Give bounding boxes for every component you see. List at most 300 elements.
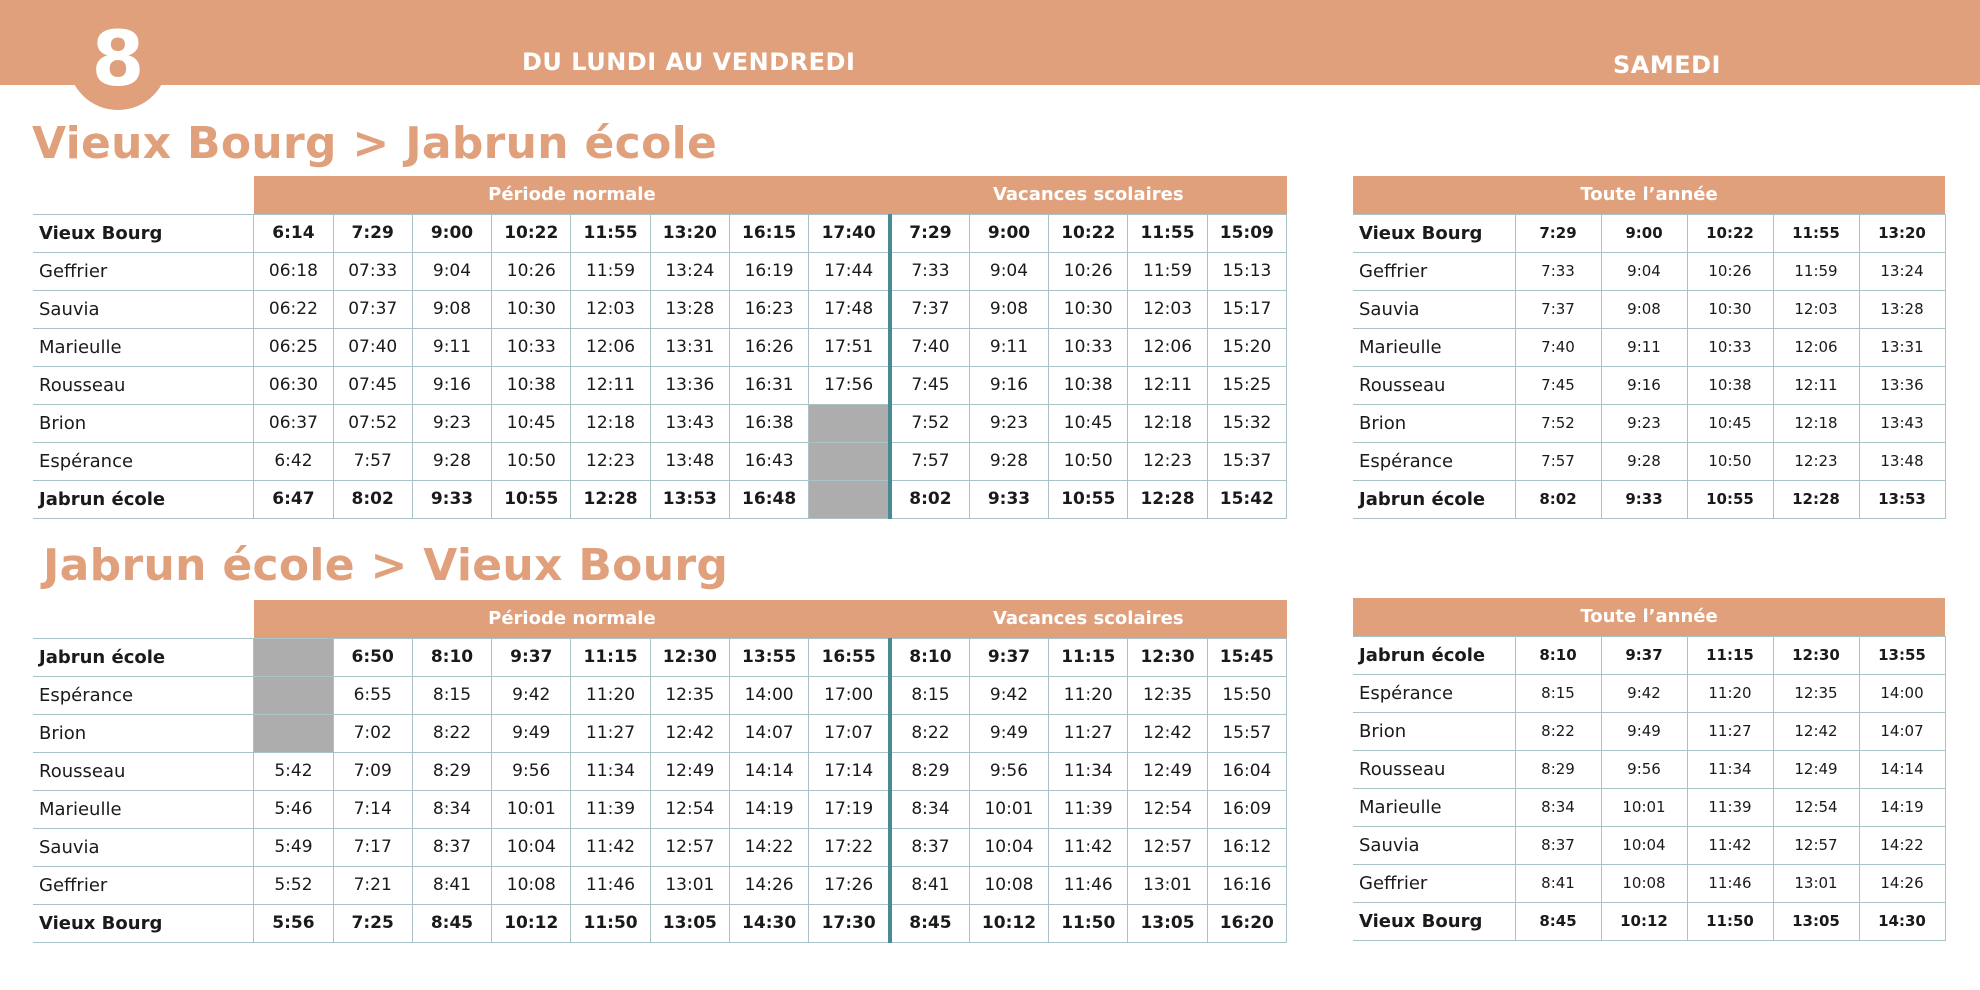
departure-time: 7:02 xyxy=(333,714,412,752)
departure-time: 15:37 xyxy=(1207,442,1286,480)
departure-time: 7:09 xyxy=(333,752,412,790)
departure-time: 9:16 xyxy=(412,366,491,404)
departure-time: 11:15 xyxy=(1687,636,1773,674)
weekday-heading: DU LUNDI AU VENDREDI xyxy=(522,48,856,76)
departure-time: 11:59 xyxy=(571,252,650,290)
stop-name: Rousseau xyxy=(33,752,254,790)
departure-time: 17:51 xyxy=(809,328,890,366)
table-row xyxy=(33,328,1287,366)
departure-time: 13:43 xyxy=(650,404,729,442)
departure-time: 11:39 xyxy=(571,790,650,828)
departure-time: 06:22 xyxy=(254,290,333,328)
departure-time: 10:33 xyxy=(1687,328,1773,366)
stop-name: Marieulle xyxy=(33,790,254,828)
stop-name: Brion xyxy=(33,714,254,752)
departure-time: 16:55 xyxy=(809,638,890,676)
stop-name: Vieux Bourg xyxy=(1353,214,1515,252)
departure-time: 07:45 xyxy=(333,366,412,404)
departure-time: 13:01 xyxy=(650,866,729,904)
band-all-year: Toute l’année xyxy=(1353,598,1945,636)
departure-time: 9:08 xyxy=(1601,290,1687,328)
departure-time: 12:03 xyxy=(1773,290,1859,328)
departure-time: 5:46 xyxy=(254,790,333,828)
departure-time: 11:50 xyxy=(1687,902,1773,940)
departure-time: 10:12 xyxy=(492,904,571,942)
departure-time: 9:33 xyxy=(969,480,1048,518)
departure-time: 8:29 xyxy=(890,752,969,790)
departure-time: 06:30 xyxy=(254,366,333,404)
departure-time: 12:03 xyxy=(1128,290,1207,328)
departure-time: 10:50 xyxy=(492,442,571,480)
departure-time: 17:30 xyxy=(809,904,890,942)
departure-time: 12:54 xyxy=(1128,790,1207,828)
departure-time: 12:28 xyxy=(1773,480,1859,518)
departure-time: 06:25 xyxy=(254,328,333,366)
departure-time: 9:42 xyxy=(969,676,1048,714)
departure-time: 8:10 xyxy=(412,638,491,676)
departure-time: 16:26 xyxy=(729,328,808,366)
departure-time: 12:35 xyxy=(1773,674,1859,712)
departure-time: 8:45 xyxy=(412,904,491,942)
departure-time: 8:34 xyxy=(890,790,969,828)
departure-time: 9:49 xyxy=(969,714,1048,752)
departure-time: 13:05 xyxy=(1128,904,1207,942)
departure-time: 8:41 xyxy=(412,866,491,904)
departure-time: 6:50 xyxy=(333,638,412,676)
band-spacer xyxy=(33,600,254,638)
table-row xyxy=(1353,636,1945,674)
departure-time: 11:55 xyxy=(1773,214,1859,252)
departure-time: 16:38 xyxy=(729,404,808,442)
departure-time: 07:37 xyxy=(333,290,412,328)
departure-time: 10:04 xyxy=(1601,826,1687,864)
departure-time: 14:14 xyxy=(1859,750,1945,788)
departure-time: 16:31 xyxy=(729,366,808,404)
departure-time: 15:57 xyxy=(1207,714,1286,752)
departure-time: 9:56 xyxy=(969,752,1048,790)
stop-name: Jabrun école xyxy=(33,638,254,676)
departure-time: 10:01 xyxy=(1601,788,1687,826)
departure-time: 9:56 xyxy=(492,752,571,790)
departure-time: 7:29 xyxy=(1515,214,1601,252)
departure-time: 12:49 xyxy=(1128,752,1207,790)
departure-time: 9:23 xyxy=(412,404,491,442)
table-row xyxy=(33,904,1287,942)
departure-time: 13:24 xyxy=(650,252,729,290)
departure-time: 17:44 xyxy=(809,252,890,290)
departure-time: 10:22 xyxy=(492,214,571,252)
departure-time: 15:09 xyxy=(1207,214,1286,252)
departure-time: 06:18 xyxy=(254,252,333,290)
stop-name: Vieux Bourg xyxy=(33,904,254,942)
departure-time: 10:01 xyxy=(492,790,571,828)
departure-time: 12:30 xyxy=(1773,636,1859,674)
departure-time: 10:01 xyxy=(969,790,1048,828)
table-row xyxy=(33,790,1287,828)
departure-time: 9:11 xyxy=(1601,328,1687,366)
departure-time: 10:26 xyxy=(1049,252,1128,290)
departure-time: 12:54 xyxy=(1773,788,1859,826)
departure-time: 13:55 xyxy=(1859,636,1945,674)
departure-time: 12:11 xyxy=(1128,366,1207,404)
stop-name: Geffrier xyxy=(1353,864,1515,902)
table-row xyxy=(33,290,1287,328)
departure-time: 17:56 xyxy=(809,366,890,404)
departure-time: 13:20 xyxy=(650,214,729,252)
departure-time: 11:39 xyxy=(1687,788,1773,826)
table-row xyxy=(1353,674,1945,712)
departure-time: 12:03 xyxy=(571,290,650,328)
stop-name: Jabrun école xyxy=(1353,480,1515,518)
departure-time: 17:26 xyxy=(809,866,890,904)
table-row xyxy=(1353,252,1945,290)
departure-time: 11:20 xyxy=(1049,676,1128,714)
departure-time: 12:49 xyxy=(650,752,729,790)
departure-time: 13:31 xyxy=(650,328,729,366)
departure-time: 13:05 xyxy=(1773,902,1859,940)
band-normal-period: Période normale xyxy=(254,176,890,214)
table-row xyxy=(1353,826,1945,864)
stop-name: Sauvia xyxy=(1353,290,1515,328)
departure-time: 12:57 xyxy=(650,828,729,866)
departure-time: 13:20 xyxy=(1859,214,1945,252)
departure-time: 10:30 xyxy=(492,290,571,328)
departure-time: 14:26 xyxy=(1859,864,1945,902)
route-title-outbound: Vieux Bourg > Jabrun école xyxy=(32,118,718,169)
departure-time: 13:43 xyxy=(1859,404,1945,442)
table-row xyxy=(1353,404,1945,442)
departure-time: 14:19 xyxy=(1859,788,1945,826)
stop-name: Brion xyxy=(33,404,254,442)
weekday-timetable-inbound xyxy=(33,600,1287,943)
no-service-cell xyxy=(254,714,333,752)
departure-time: 10:33 xyxy=(1049,328,1128,366)
saturday-timetable-inbound xyxy=(1353,598,1946,941)
departure-time: 13:01 xyxy=(1128,866,1207,904)
departure-time: 14:30 xyxy=(729,904,808,942)
table-row xyxy=(1353,290,1945,328)
departure-time: 8:37 xyxy=(1515,826,1601,864)
departure-time: 13:53 xyxy=(650,480,729,518)
table-row xyxy=(33,480,1287,518)
no-service-cell xyxy=(254,638,333,676)
departure-time: 12:18 xyxy=(571,404,650,442)
departure-time: 13:01 xyxy=(1773,864,1859,902)
departure-time: 10:45 xyxy=(492,404,571,442)
departure-time: 14:26 xyxy=(729,866,808,904)
table-row xyxy=(1353,214,1945,252)
departure-time: 17:48 xyxy=(809,290,890,328)
departure-time: 9:49 xyxy=(1601,712,1687,750)
departure-time: 11:34 xyxy=(1049,752,1128,790)
departure-time: 12:42 xyxy=(650,714,729,752)
departure-time: 8:41 xyxy=(1515,864,1601,902)
departure-time: 7:57 xyxy=(890,442,969,480)
saturday-heading: SAMEDI xyxy=(1613,51,1721,79)
departure-time: 6:55 xyxy=(333,676,412,714)
departure-time: 10:38 xyxy=(1687,366,1773,404)
departure-time: 7:33 xyxy=(1515,252,1601,290)
stop-name: Geffrier xyxy=(1353,252,1515,290)
band-school-holidays: Vacances scolaires xyxy=(890,600,1286,638)
departure-time: 7:14 xyxy=(333,790,412,828)
departure-time: 17:14 xyxy=(809,752,890,790)
departure-time: 7:21 xyxy=(333,866,412,904)
departure-time: 12:18 xyxy=(1128,404,1207,442)
departure-time: 9:08 xyxy=(412,290,491,328)
departure-time: 10:30 xyxy=(1049,290,1128,328)
stop-name: Marieulle xyxy=(33,328,254,366)
departure-time: 16:16 xyxy=(1207,866,1286,904)
departure-time: 15:32 xyxy=(1207,404,1286,442)
departure-time: 7:33 xyxy=(890,252,969,290)
departure-time: 12:23 xyxy=(571,442,650,480)
departure-time: 10:04 xyxy=(969,828,1048,866)
departure-time: 9:16 xyxy=(1601,366,1687,404)
table-row xyxy=(33,638,1287,676)
departure-time: 11:27 xyxy=(571,714,650,752)
departure-time: 14:22 xyxy=(1859,826,1945,864)
table-row xyxy=(1353,328,1945,366)
departure-time: 5:49 xyxy=(254,828,333,866)
departure-time: 9:37 xyxy=(969,638,1048,676)
departure-time: 07:40 xyxy=(333,328,412,366)
departure-time: 8:22 xyxy=(890,714,969,752)
departure-time: 12:11 xyxy=(1773,366,1859,404)
table-row xyxy=(1353,366,1945,404)
departure-time: 13:36 xyxy=(1859,366,1945,404)
departure-time: 10:08 xyxy=(492,866,571,904)
stop-name: Jabrun école xyxy=(33,480,254,518)
stop-name: Espérance xyxy=(1353,674,1515,712)
departure-time: 8:22 xyxy=(412,714,491,752)
band-spacer xyxy=(33,176,254,214)
departure-time: 8:29 xyxy=(1515,750,1601,788)
departure-time: 14:30 xyxy=(1859,902,1945,940)
departure-time: 12:18 xyxy=(1773,404,1859,442)
table-row xyxy=(1353,864,1945,902)
departure-time: 12:06 xyxy=(571,328,650,366)
departure-time: 11:15 xyxy=(1049,638,1128,676)
departure-time: 8:02 xyxy=(333,480,412,518)
departure-time: 9:23 xyxy=(1601,404,1687,442)
departure-time: 16:19 xyxy=(729,252,808,290)
stop-name: Espérance xyxy=(33,442,254,480)
departure-time: 10:55 xyxy=(1049,480,1128,518)
departure-time: 7:45 xyxy=(890,366,969,404)
departure-time: 11:46 xyxy=(1687,864,1773,902)
departure-time: 8:10 xyxy=(890,638,969,676)
stop-name: Geffrier xyxy=(33,866,254,904)
departure-time: 12:28 xyxy=(571,480,650,518)
departure-time: 8:37 xyxy=(890,828,969,866)
departure-time: 9:23 xyxy=(969,404,1048,442)
line-number-badge: 8 xyxy=(68,0,168,110)
departure-time: 9:33 xyxy=(412,480,491,518)
departure-time: 15:45 xyxy=(1207,638,1286,676)
stop-name: Rousseau xyxy=(1353,366,1515,404)
departure-time: 7:57 xyxy=(1515,442,1601,480)
departure-time: 10:08 xyxy=(969,866,1048,904)
departure-time: 7:29 xyxy=(333,214,412,252)
departure-time: 14:22 xyxy=(729,828,808,866)
departure-time: 9:49 xyxy=(492,714,571,752)
departure-time: 8:45 xyxy=(1515,902,1601,940)
departure-time: 9:16 xyxy=(969,366,1048,404)
departure-time: 9:42 xyxy=(492,676,571,714)
table-row xyxy=(1353,712,1945,750)
departure-time: 16:20 xyxy=(1207,904,1286,942)
departure-time: 8:37 xyxy=(412,828,491,866)
departure-time: 8:10 xyxy=(1515,636,1601,674)
departure-time: 12:23 xyxy=(1128,442,1207,480)
route-title-inbound: Jabrun école > Vieux Bourg xyxy=(43,540,729,591)
departure-time: 12:30 xyxy=(1128,638,1207,676)
table-row xyxy=(33,214,1287,252)
departure-time: 12:42 xyxy=(1128,714,1207,752)
departure-time: 5:52 xyxy=(254,866,333,904)
table-row xyxy=(1353,750,1945,788)
departure-time: 15:42 xyxy=(1207,480,1286,518)
departure-time: 8:34 xyxy=(412,790,491,828)
departure-time: 11:46 xyxy=(1049,866,1128,904)
departure-time: 11:34 xyxy=(571,752,650,790)
departure-time: 10:22 xyxy=(1049,214,1128,252)
departure-time: 8:15 xyxy=(412,676,491,714)
departure-time: 6:42 xyxy=(254,442,333,480)
departure-time: 5:56 xyxy=(254,904,333,942)
departure-time: 8:02 xyxy=(890,480,969,518)
departure-time: 12:35 xyxy=(1128,676,1207,714)
departure-time: 13:28 xyxy=(1859,290,1945,328)
departure-time: 12:23 xyxy=(1773,442,1859,480)
stop-name: Vieux Bourg xyxy=(33,214,254,252)
departure-time: 10:45 xyxy=(1687,404,1773,442)
table-row xyxy=(1353,788,1945,826)
departure-time: 17:07 xyxy=(809,714,890,752)
departure-time: 12:30 xyxy=(650,638,729,676)
table-row xyxy=(33,752,1287,790)
departure-time: 9:56 xyxy=(1601,750,1687,788)
departure-time: 10:30 xyxy=(1687,290,1773,328)
departure-time: 11:55 xyxy=(571,214,650,252)
departure-time: 14:07 xyxy=(1859,712,1945,750)
stop-name: Jabrun école xyxy=(1353,636,1515,674)
departure-time: 10:50 xyxy=(1049,442,1128,480)
departure-time: 10:12 xyxy=(969,904,1048,942)
departure-time: 16:09 xyxy=(1207,790,1286,828)
departure-time: 16:12 xyxy=(1207,828,1286,866)
departure-time: 15:50 xyxy=(1207,676,1286,714)
departure-time: 10:08 xyxy=(1601,864,1687,902)
departure-time: 9:11 xyxy=(969,328,1048,366)
departure-time: 9:04 xyxy=(1601,252,1687,290)
departure-time: 11:50 xyxy=(1049,904,1128,942)
table-row xyxy=(33,366,1287,404)
stop-name: Marieulle xyxy=(1353,788,1515,826)
departure-time: 16:15 xyxy=(729,214,808,252)
departure-time: 5:42 xyxy=(254,752,333,790)
departure-time: 9:04 xyxy=(969,252,1048,290)
departure-time: 10:38 xyxy=(1049,366,1128,404)
stop-name: Rousseau xyxy=(1353,750,1515,788)
departure-time: 10:26 xyxy=(492,252,571,290)
departure-time: 13:28 xyxy=(650,290,729,328)
departure-time: 13:53 xyxy=(1859,480,1945,518)
band-school-holidays: Vacances scolaires xyxy=(890,176,1286,214)
stop-name: Geffrier xyxy=(33,252,254,290)
departure-time: 11:42 xyxy=(1049,828,1128,866)
departure-time: 10:12 xyxy=(1601,902,1687,940)
no-service-cell xyxy=(809,480,890,518)
departure-time: 7:52 xyxy=(890,404,969,442)
departure-time: 8:45 xyxy=(890,904,969,942)
departure-time: 12:57 xyxy=(1128,828,1207,866)
no-service-cell xyxy=(809,442,890,480)
departure-time: 9:08 xyxy=(969,290,1048,328)
table-row xyxy=(1353,480,1945,518)
departure-time: 10:50 xyxy=(1687,442,1773,480)
departure-time: 7:40 xyxy=(1515,328,1601,366)
stop-name: Vieux Bourg xyxy=(1353,902,1515,940)
departure-time: 14:19 xyxy=(729,790,808,828)
departure-time: 8:34 xyxy=(1515,788,1601,826)
departure-time: 13:36 xyxy=(650,366,729,404)
departure-time: 7:17 xyxy=(333,828,412,866)
departure-time: 7:52 xyxy=(1515,404,1601,442)
stop-name: Sauvia xyxy=(33,290,254,328)
departure-time: 13:24 xyxy=(1859,252,1945,290)
departure-time: 7:40 xyxy=(890,328,969,366)
departure-time: 8:15 xyxy=(890,676,969,714)
departure-time: 13:55 xyxy=(729,638,808,676)
departure-time: 7:25 xyxy=(333,904,412,942)
stop-name: Marieulle xyxy=(1353,328,1515,366)
departure-time: 6:47 xyxy=(254,480,333,518)
stop-name: Espérance xyxy=(1353,442,1515,480)
departure-time: 6:14 xyxy=(254,214,333,252)
departure-time: 7:57 xyxy=(333,442,412,480)
no-service-cell xyxy=(254,676,333,714)
departure-time: 10:38 xyxy=(492,366,571,404)
band-all-year: Toute l’année xyxy=(1353,176,1945,214)
departure-time: 16:43 xyxy=(729,442,808,480)
no-service-cell xyxy=(809,404,890,442)
departure-time: 9:37 xyxy=(1601,636,1687,674)
departure-time: 16:48 xyxy=(729,480,808,518)
departure-time: 12:06 xyxy=(1128,328,1207,366)
departure-time: 11:15 xyxy=(571,638,650,676)
stop-name: Rousseau xyxy=(33,366,254,404)
departure-time: 7:45 xyxy=(1515,366,1601,404)
departure-time: 17:22 xyxy=(809,828,890,866)
departure-time: 12:42 xyxy=(1773,712,1859,750)
departure-time: 11:59 xyxy=(1773,252,1859,290)
departure-time: 14:07 xyxy=(729,714,808,752)
stop-name: Brion xyxy=(1353,404,1515,442)
departure-time: 17:00 xyxy=(809,676,890,714)
departure-time: 15:13 xyxy=(1207,252,1286,290)
departure-time: 7:37 xyxy=(1515,290,1601,328)
departure-time: 12:35 xyxy=(650,676,729,714)
weekday-timetable-outbound xyxy=(33,176,1287,519)
departure-time: 9:00 xyxy=(412,214,491,252)
table-row xyxy=(33,866,1287,904)
departure-time: 9:11 xyxy=(412,328,491,366)
departure-time: 13:05 xyxy=(650,904,729,942)
table-row xyxy=(33,404,1287,442)
departure-time: 13:31 xyxy=(1859,328,1945,366)
